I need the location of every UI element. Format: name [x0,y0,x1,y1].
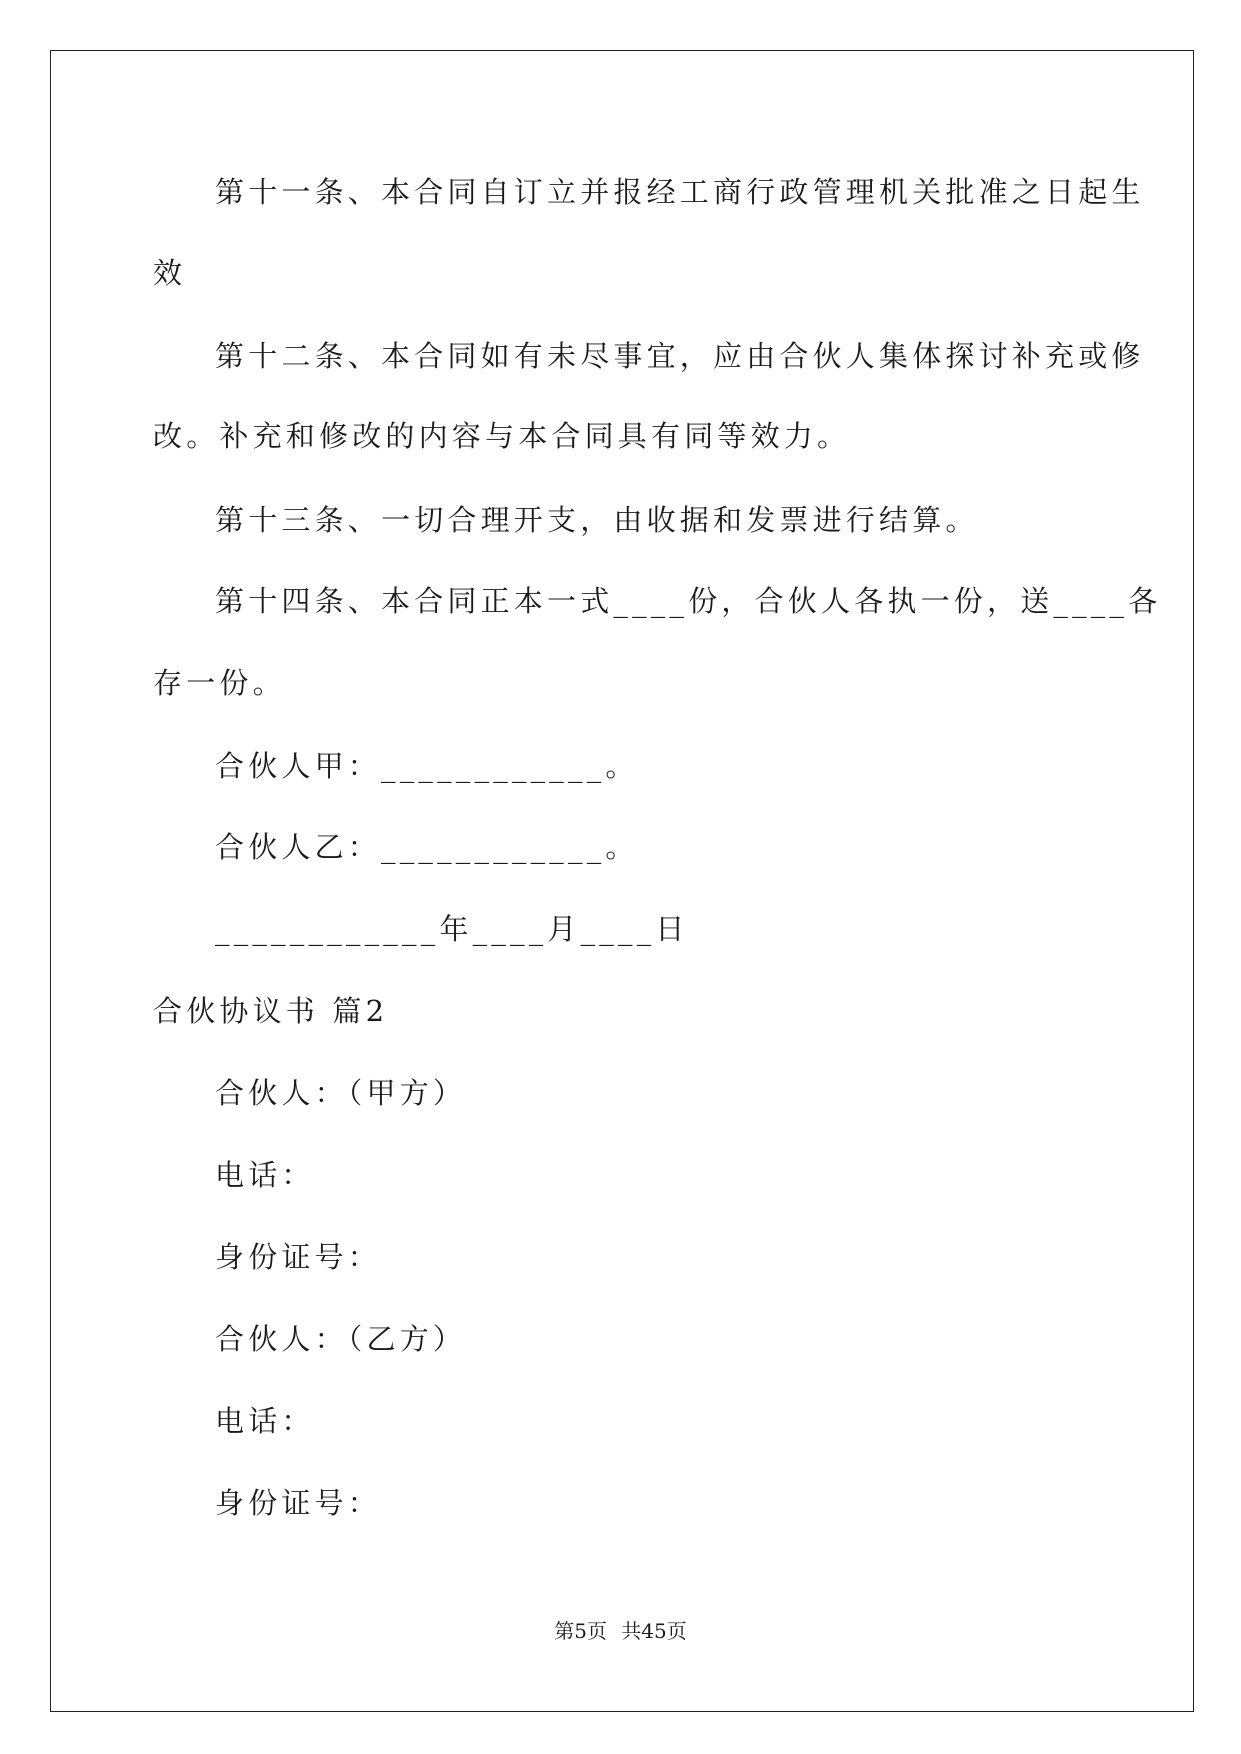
partner-a-phone: 电话： [215,1158,315,1192]
clause-14-line-1: 第十四条、本合同正本一式____份，合伙人各执一份，送____各 [215,584,1162,618]
page-number: 第5页 [554,1619,607,1643]
clause-13: 第十三条、一切合理开支，由收据和发票进行结算。 [215,503,979,537]
partner-b-id: 身份证号： [215,1486,382,1520]
date-line: ____________年____月____日 [215,912,689,946]
section-heading: 合伙协议书 篇2 [153,994,389,1028]
partner-b-signature: 合伙人乙：____________。 [215,830,639,864]
partner-b-phone: 电话： [215,1404,315,1438]
clause-12-line-2: 改。补充和修改的内容与本合同具有同等效力。 [153,419,851,453]
page-border [50,50,1194,1712]
partner-a-signature: 合伙人甲：____________。 [215,749,639,783]
clause-12-line-1: 第十二条、本合同如有未尽事宜，应由合伙人集体探讨补充或修 [215,339,1145,373]
partner-a-label: 合伙人：（甲方） [215,1076,467,1110]
clause-11-line-2: 效 [153,256,187,290]
partner-b-label: 合伙人：（乙方） [215,1322,467,1356]
clause-11-line-1: 第十一条、本合同自订立并报经工商行政管理机关批准之日起生 [215,175,1145,209]
clause-14-line-2: 存一份。 [153,666,286,700]
page-footer [0,1617,1241,1645]
partner-a-id: 身份证号： [215,1240,382,1274]
page-total: 共45页 [621,1619,687,1643]
